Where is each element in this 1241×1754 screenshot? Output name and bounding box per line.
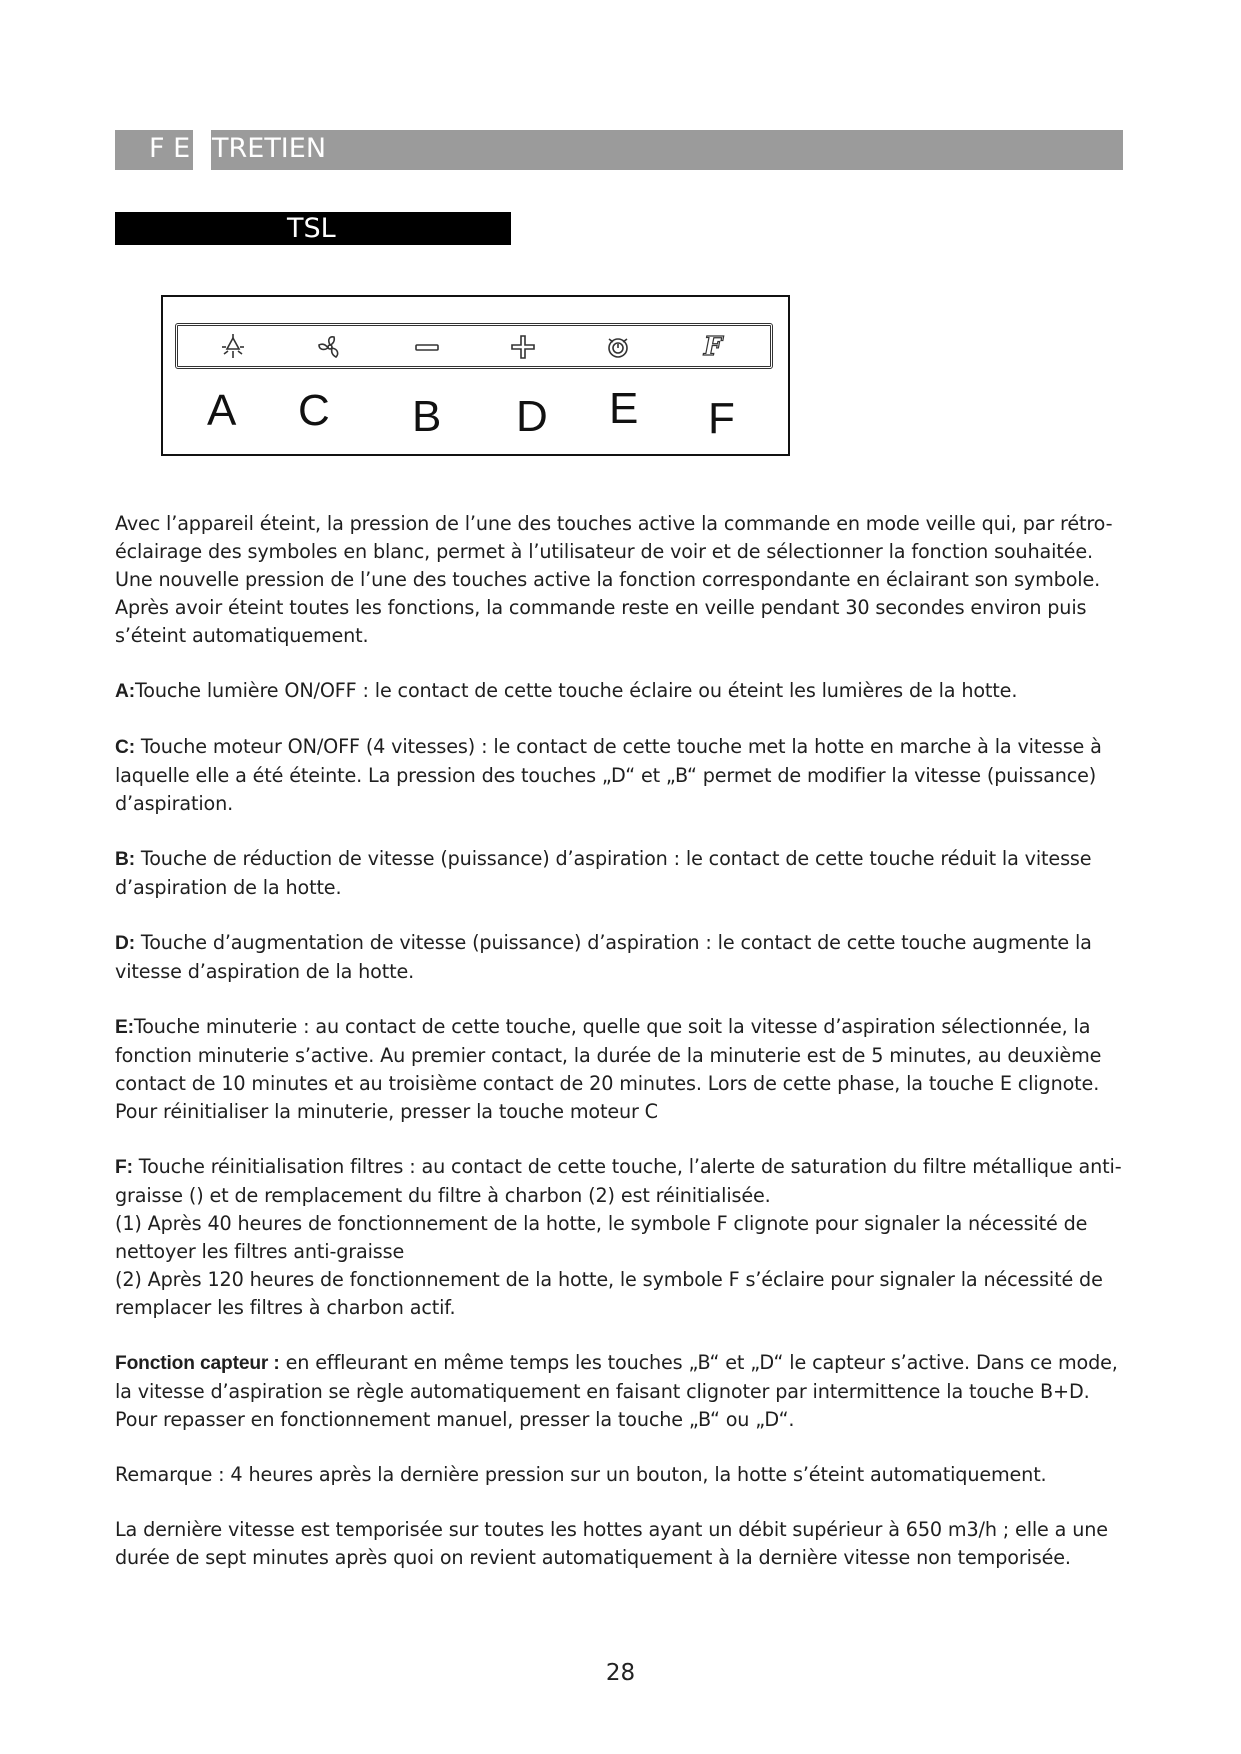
key-letter-a: A: [207, 386, 237, 435]
key-c-description: [115, 733, 1133, 818]
key-d-description: [115, 929, 1133, 986]
timer-icon: [600, 332, 636, 362]
section-header-part1: F E: [149, 133, 191, 164]
sensor-description: [115, 1349, 1133, 1434]
instructions-body: [115, 510, 1133, 1599]
key-f-note-1: (1) Après 40 heures de fonctionnement de la hotte, le symbole F clignote pour signaler la nécessité de nettoyer les filtres anti-graisse: [115, 1212, 1088, 1263]
key-d-label: D:: [115, 933, 135, 954]
key-b-description: [115, 845, 1133, 902]
key-letter-d: D: [516, 392, 548, 441]
key-f-note-2: (2) Après 120 heures de fonctionnement de la hotte, le symbole F s’éclaire pour signaler la nécessité de remplacer les filtres à charbon actif.: [115, 1268, 1103, 1319]
remark-paragraph: Remarque : 4 heures après la dernière pression sur un bouton, la hotte s’éteint automatiquement.: [115, 1463, 1047, 1486]
control-panel-diagram: [161, 295, 790, 456]
last-speed-paragraph: La dernière vitesse est temporisée sur toutes les hottes ayant un débit supérieur à 650 m3/h ; elle a une durée de sept minutes après quoi on revient automatiquement à la dernière vitesse non temporisée.: [115, 1518, 1108, 1569]
key-c-text: Touche moteur ON/OFF (4 vitesses) : le contact de cette touche met la hotte en marche à la vitesse à laquelle elle a été éteinte. La pression des touches „D“ et „B“ permet de modifier la vitesse (puissance) d’aspiration.: [115, 735, 1102, 815]
key-e-label: E:: [115, 1017, 134, 1038]
fan-icon: [312, 332, 348, 362]
key-f-label: F:: [115, 1157, 133, 1178]
header-gap: [193, 130, 211, 170]
filter-f-icon: [695, 332, 731, 362]
minus-icon: [409, 332, 445, 362]
key-f-description: [115, 1153, 1133, 1210]
key-e-description: [115, 1013, 1133, 1126]
key-letter-c: C: [298, 386, 330, 435]
key-c-label: C:: [115, 737, 135, 758]
key-f-text: Touche réinitialisation filtres : au contact de cette touche, l’alerte de saturation du filtre métallique anti-graisse () et de remplacement du filtre à charbon (2) est réinitialisée.: [115, 1155, 1122, 1207]
key-b-label: B:: [115, 849, 135, 870]
key-a-label: A:: [115, 681, 135, 702]
key-d-text: Touche d’augmentation de vitesse (puissance) d’aspiration : le contact de cette touche augmente la vitesse d’aspiration de la hotte.: [115, 931, 1092, 983]
model-label: TSL: [287, 213, 336, 244]
key-e-text: Touche minuterie : au contact de cette touche, quelle que soit la vitesse d’aspiration sélectionnée, la fonction minuterie s’active. Au premier contact, la durée de la minuterie est de 5 minutes, au deuxième contact de 10 minutes et au troisième contact de 20 minutes. Lors de cette phase, la touche E clignote. Pour réinitialiser la minuterie, presser la touche moteur C: [115, 1015, 1102, 1123]
key-letter-f: F: [708, 394, 735, 443]
key-letter-b: B: [412, 392, 442, 441]
intro-paragraph: Avec l’appareil éteint, la pression de l’une des touches active la commande en mode veille qui, par rétro-éclairage des symboles en blanc, permet à l’utilisateur de voir et de sélectionner la fonction souhaitée. Une nouvelle pression de l’une des touches active la fonction correspondante en éclairant son symbole. Après avoir éteint toutes les fonctions, la commande reste en veille pendant 30 secondes environ puis s’éteint automatiquement.: [115, 512, 1113, 647]
key-letter-e: E: [609, 384, 639, 433]
light-icon: [215, 332, 251, 362]
plus-icon: [505, 332, 541, 362]
section-header-part2: TRETIEN: [212, 133, 327, 164]
key-a-description: [115, 677, 1133, 706]
filter-f-glyph: F: [703, 332, 723, 362]
section-header: [115, 130, 1123, 170]
key-a-text: Touche lumière ON/OFF : le contact de cette touche éclaire ou éteint les lumières de la hotte.: [134, 679, 1018, 702]
model-subheader: [115, 212, 511, 245]
sensor-text: en effleurant en même temps les touches „B“ et „D“ le capteur s’active. Dans ce mode, la vitesse d’aspiration se règle automatiquement en faisant clignoter par intermittence la touche B+D. Pour repasser en fonctionnement manuel, presser la touche „B“ ou „D“.: [115, 1351, 1118, 1431]
key-b-text: Touche de réduction de vitesse (puissance) d’aspiration : le contact de cette touche réduit la vitesse d’aspiration de la hotte.: [115, 847, 1092, 899]
sensor-label: Fonction capteur :: [115, 1353, 280, 1374]
page-number: 28: [605, 1660, 636, 1686]
control-strip: [175, 323, 773, 369]
